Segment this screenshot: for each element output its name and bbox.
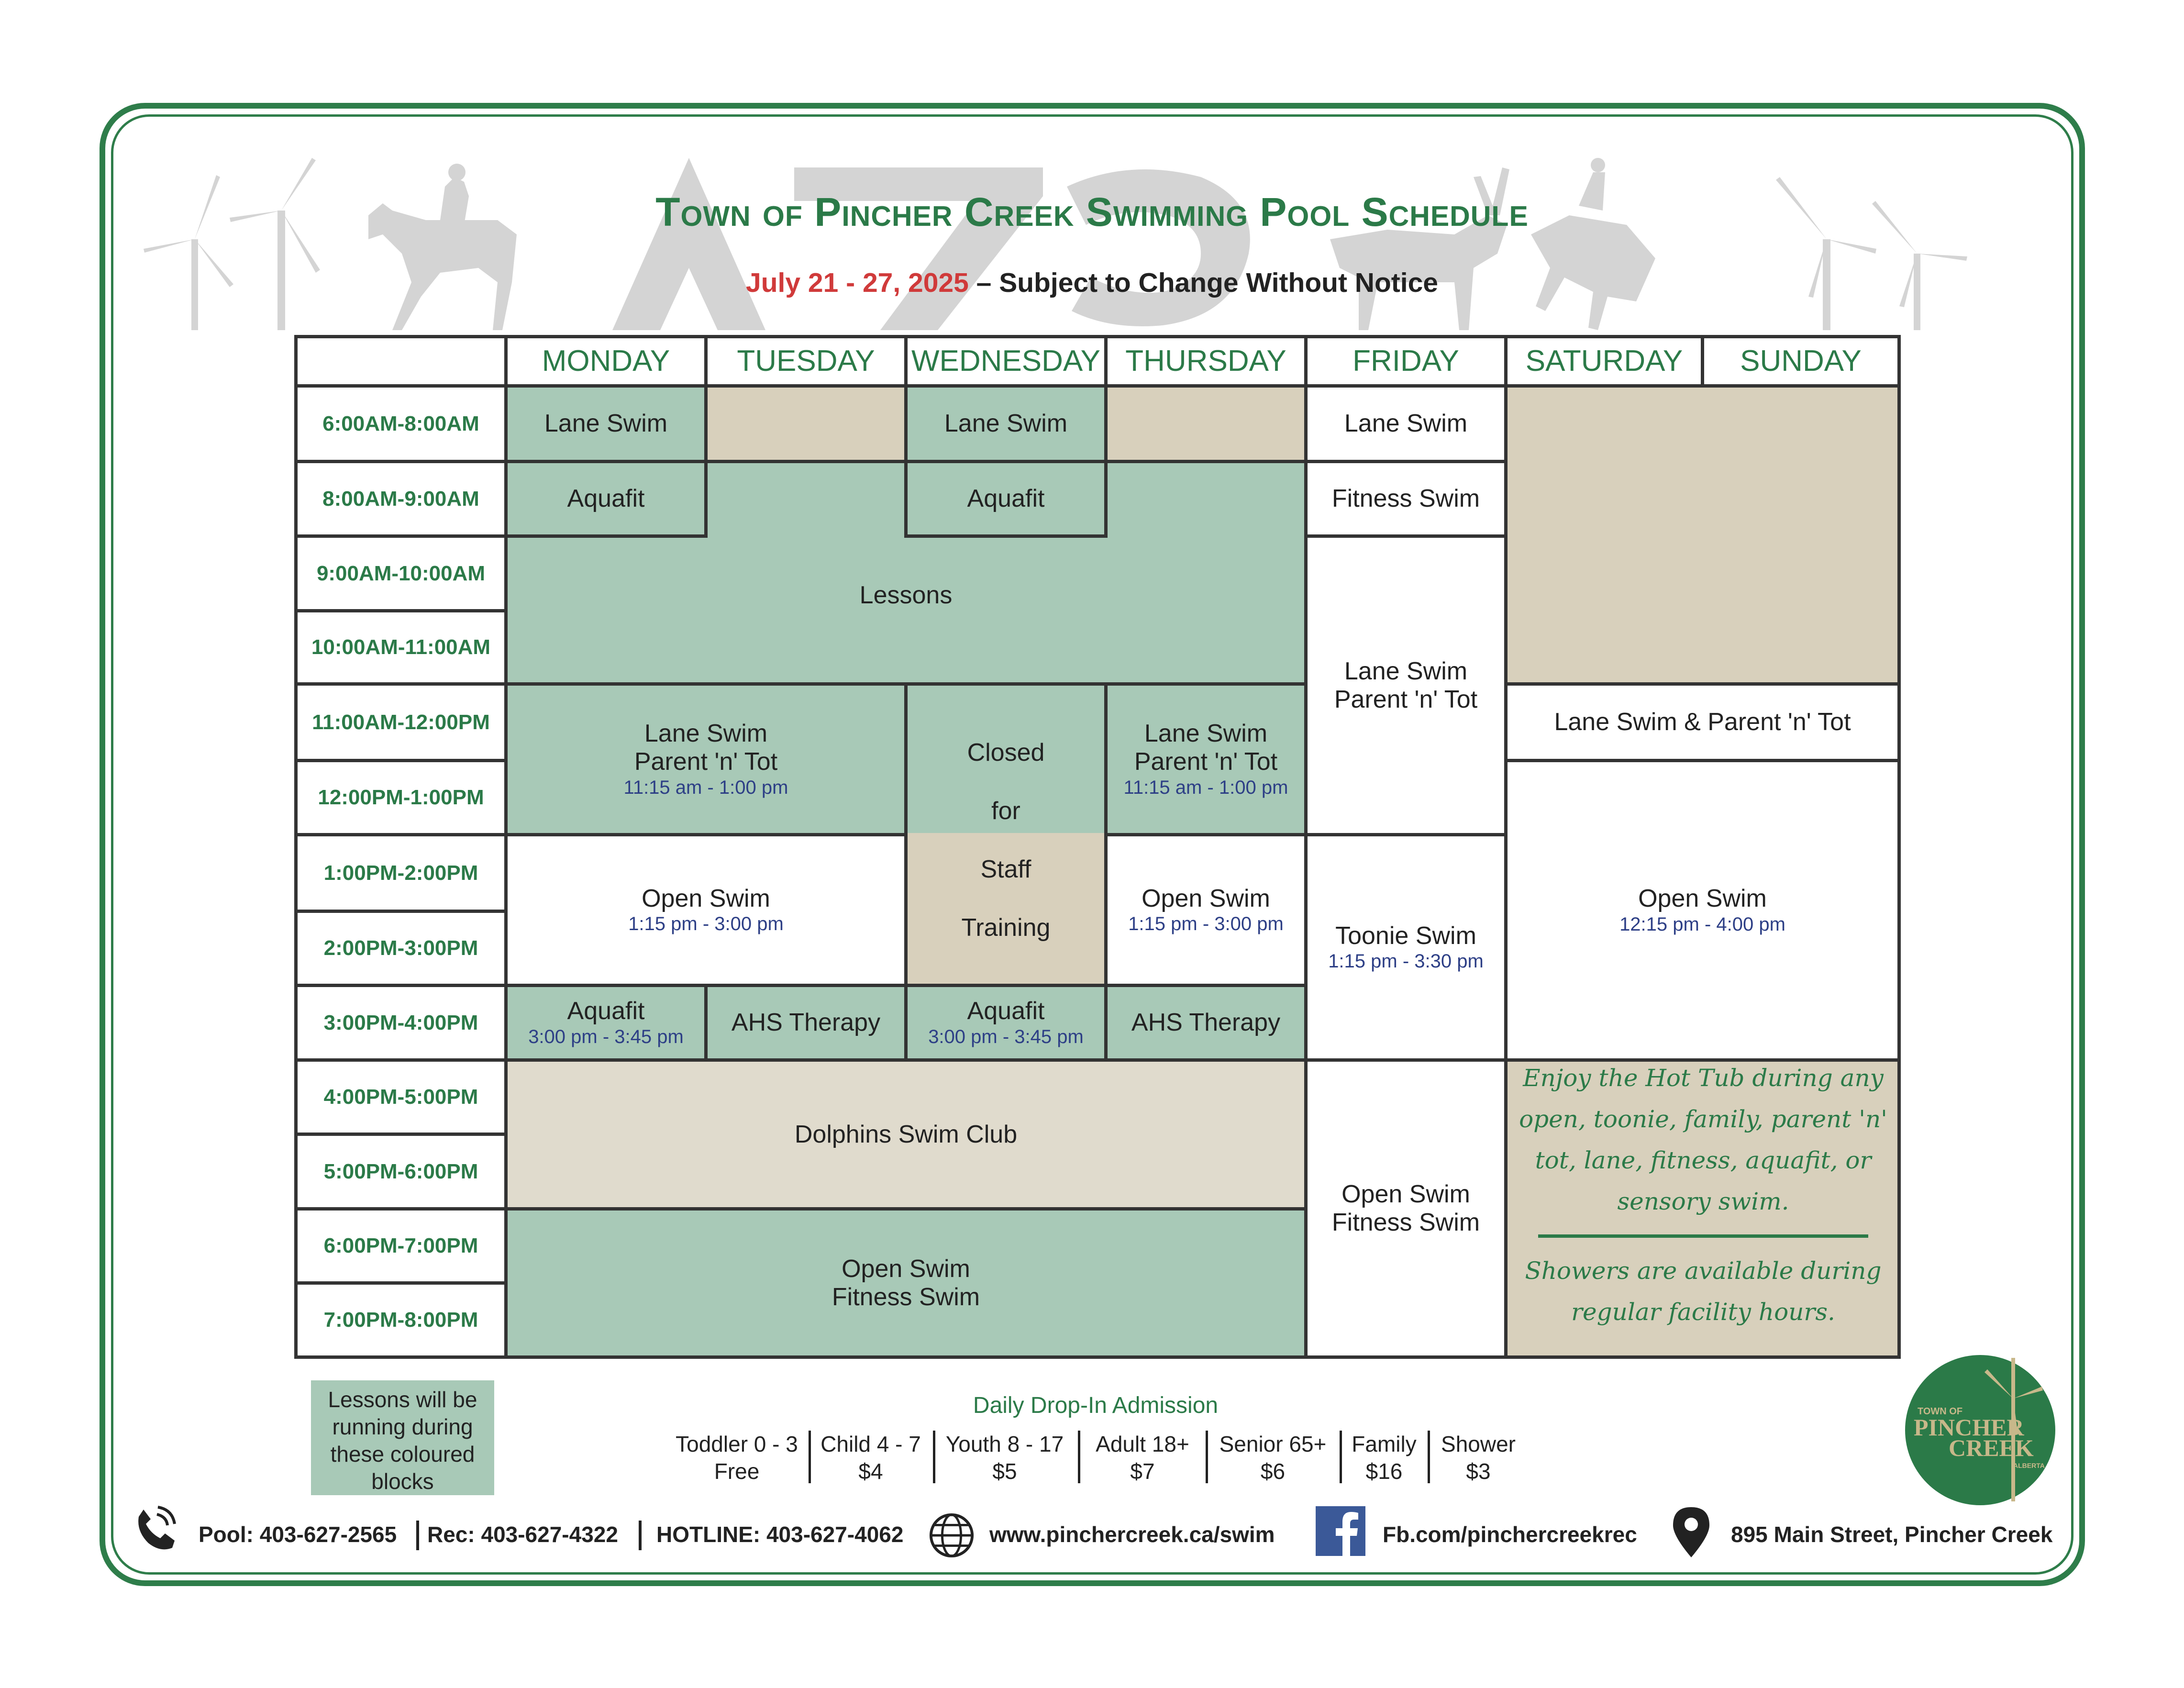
- session-lane-swim-parent-tot: Lane Swim Parent 'n' Tot 11:15 am - 1:00 pm: [1104, 682, 1308, 836]
- closed-line: Closed: [967, 739, 1045, 766]
- admission-rate: Adult 18+ $7: [1096, 1432, 1189, 1484]
- session-lane-swim-parent-tot: Lane Swim Parent 'n' Tot: [1304, 534, 1508, 836]
- hot-tub-note: [1507, 1057, 1899, 1344]
- svg-text:CREEK: CREEK: [1949, 1434, 2034, 1461]
- time-slot-label: 8:00AM-9:00AM: [294, 460, 508, 538]
- session-open-swim: Open Swim 1:15 pm - 3:00 pm: [1104, 833, 1308, 987]
- day-header-saturday: SATURDAY: [1504, 335, 1704, 388]
- rate-divider: [933, 1431, 935, 1483]
- lessons-legend: Lessons will be running during these coloured blocks: [311, 1380, 494, 1495]
- hot-tub-text: Enjoy the Hot Tub during any open, toonie, family, parent 'n' tot, lane, fitness, aquafit, or sensory swim.: [1519, 1064, 1887, 1215]
- time-slot-label: 4:00PM-5:00PM: [294, 1058, 508, 1136]
- time-slot-label: 1:00PM-2:00PM: [294, 833, 508, 913]
- session-aquafit: Aquafit 3:00 pm - 3:45 pm: [904, 984, 1108, 1062]
- time-slot-label: 9:00AM-10:00AM: [294, 534, 508, 612]
- rate-divider: [1206, 1431, 1208, 1483]
- time-slot-label: 6:00PM-7:00PM: [294, 1207, 508, 1285]
- hotline-phone: HOTLINE: 403-627-4062: [656, 1522, 904, 1547]
- svg-text:ALBERTA: ALBERTA: [2013, 1462, 2045, 1469]
- address: 895 Main Street, Pincher Creek: [1731, 1522, 2053, 1547]
- showers-text: Showers are available during regular facility hours.: [1525, 1257, 1882, 1326]
- day-header-sunday: SUNDAY: [1701, 335, 1901, 388]
- session-aquafit: Aquafit 3:00 pm - 3:45 pm: [504, 984, 708, 1062]
- rate-divider: [809, 1431, 811, 1483]
- admission-rate: Family $16: [1352, 1432, 1417, 1484]
- wind-turbine-icon: [230, 158, 320, 330]
- time-slot-label: 3:00PM-4:00PM: [294, 984, 508, 1062]
- session-lessons: Lessons: [504, 460, 1308, 686]
- bronco-rider-icon: [1531, 158, 1655, 330]
- admission-rate: Shower $3: [1441, 1432, 1516, 1484]
- rate-divider: [1340, 1431, 1342, 1483]
- session-fitness-swim: Fitness Swim: [1304, 460, 1508, 538]
- corner-cell: [294, 335, 508, 388]
- svg-text:TOWN OF: TOWN OF: [1918, 1406, 1963, 1417]
- change-notice: – Subject to Change Without Notice: [976, 267, 1438, 298]
- day-header-monday: MONDAY: [504, 335, 708, 388]
- time-slot-label: 7:00PM-8:00PM: [294, 1281, 508, 1359]
- phone-icon: [129, 1502, 182, 1555]
- time-slot-label: 6:00AM-8:00AM: [294, 384, 508, 463]
- rate-divider: [1078, 1431, 1080, 1483]
- session-aquafit: Aquafit: [904, 460, 1108, 538]
- session-closed-staff-training: [904, 682, 1108, 987]
- session-aquafit: Aquafit: [504, 460, 708, 538]
- facebook-icon: [1316, 1506, 1365, 1556]
- session-lane-swim: Lane Swim: [504, 384, 708, 463]
- admission-rate: Child 4 - 7 $4: [820, 1432, 921, 1484]
- session-lane-swim: Lane Swim: [904, 384, 1108, 463]
- admission-rate: Senior 65+ $6: [1219, 1432, 1327, 1484]
- time-slot-label: 12:00PM-1:00PM: [294, 759, 508, 836]
- day-header-wednesday: WEDNESDAY: [904, 335, 1108, 388]
- page-title: Town of Pincher Creek Swimming Pool Schedule: [655, 189, 1529, 234]
- session-open-swim: Open Swim 1:15 pm - 3:00 pm: [504, 833, 908, 987]
- session-open-swim-weekend: Open Swim 12:15 pm - 4:00 pm: [1504, 759, 1901, 1062]
- schedule-subtitle: [0, 267, 2184, 299]
- session-weekend-closed: [1504, 384, 1901, 686]
- schedule-dates: July 21 - 27, 2025: [746, 267, 969, 298]
- session-lane-swim-parent-tot: Lane Swim Parent 'n' Tot 11:15 am - 1:00 pm: [504, 682, 908, 836]
- facebook-link[interactable]: Fb.com/pinchercreekrec: [1383, 1522, 1637, 1547]
- session-ahs-therapy: AHS Therapy: [704, 984, 908, 1062]
- admission-rate: Youth 8 - 17 $5: [945, 1432, 1064, 1484]
- session-dolphins-swim-club: Dolphins Swim Club: [504, 1058, 1308, 1210]
- closed-line: Training: [961, 914, 1051, 942]
- day-header-tuesday: TUESDAY: [704, 335, 908, 388]
- globe-icon: [928, 1512, 975, 1559]
- session-open-fitness-swim: Open Swim Fitness Swim: [1304, 1058, 1508, 1359]
- session-ahs-therapy: AHS Therapy: [1104, 984, 1308, 1062]
- tipi-icon: [612, 158, 765, 330]
- closed-line: Staff: [980, 855, 1031, 883]
- time-slot-label: 2:00PM-3:00PM: [294, 910, 508, 987]
- session-lane-swim-parent-tot-weekend: Lane Swim & Parent 'n' Tot: [1504, 682, 1901, 762]
- session-empty: [1104, 384, 1308, 463]
- day-header-friday: FRIDAY: [1304, 335, 1508, 388]
- note-divider: [1538, 1234, 1868, 1238]
- session-open-fitness-swim: Open Swim Fitness Swim: [504, 1207, 1308, 1359]
- website-link[interactable]: www.pinchercreek.ca/swim: [989, 1522, 1275, 1547]
- closed-line: for: [991, 797, 1020, 825]
- time-slot-label: 5:00PM-6:00PM: [294, 1133, 508, 1210]
- admission-title: Daily Drop-In Admission: [973, 1393, 1219, 1418]
- pool-phone: Pool: 403-627-2565: [199, 1522, 397, 1547]
- session-empty: [704, 384, 908, 463]
- admission-rate: Toddler 0 - 3 Free: [676, 1432, 798, 1484]
- pincher-creek-logo: [1903, 1353, 2057, 1507]
- rate-divider: [1428, 1431, 1430, 1483]
- time-slot-label: 11:00AM-12:00PM: [294, 682, 508, 762]
- footer-divider: [416, 1521, 419, 1550]
- footer-divider: [639, 1521, 642, 1550]
- session-toonie-swim: Toonie Swim 1:15 pm - 3:30 pm: [1304, 833, 1508, 1062]
- session-lane-swim: Lane Swim: [1304, 384, 1508, 463]
- svg-text:PINCHER: PINCHER: [1914, 1414, 2024, 1441]
- rec-phone: Rec: 403-627-4322: [427, 1522, 618, 1547]
- location-pin-icon: [1672, 1507, 1710, 1557]
- heritage-silhouettes-graphic: [134, 158, 2048, 330]
- day-header-thursday: THURSDAY: [1104, 335, 1308, 388]
- time-slot-label: 10:00AM-11:00AM: [294, 609, 508, 686]
